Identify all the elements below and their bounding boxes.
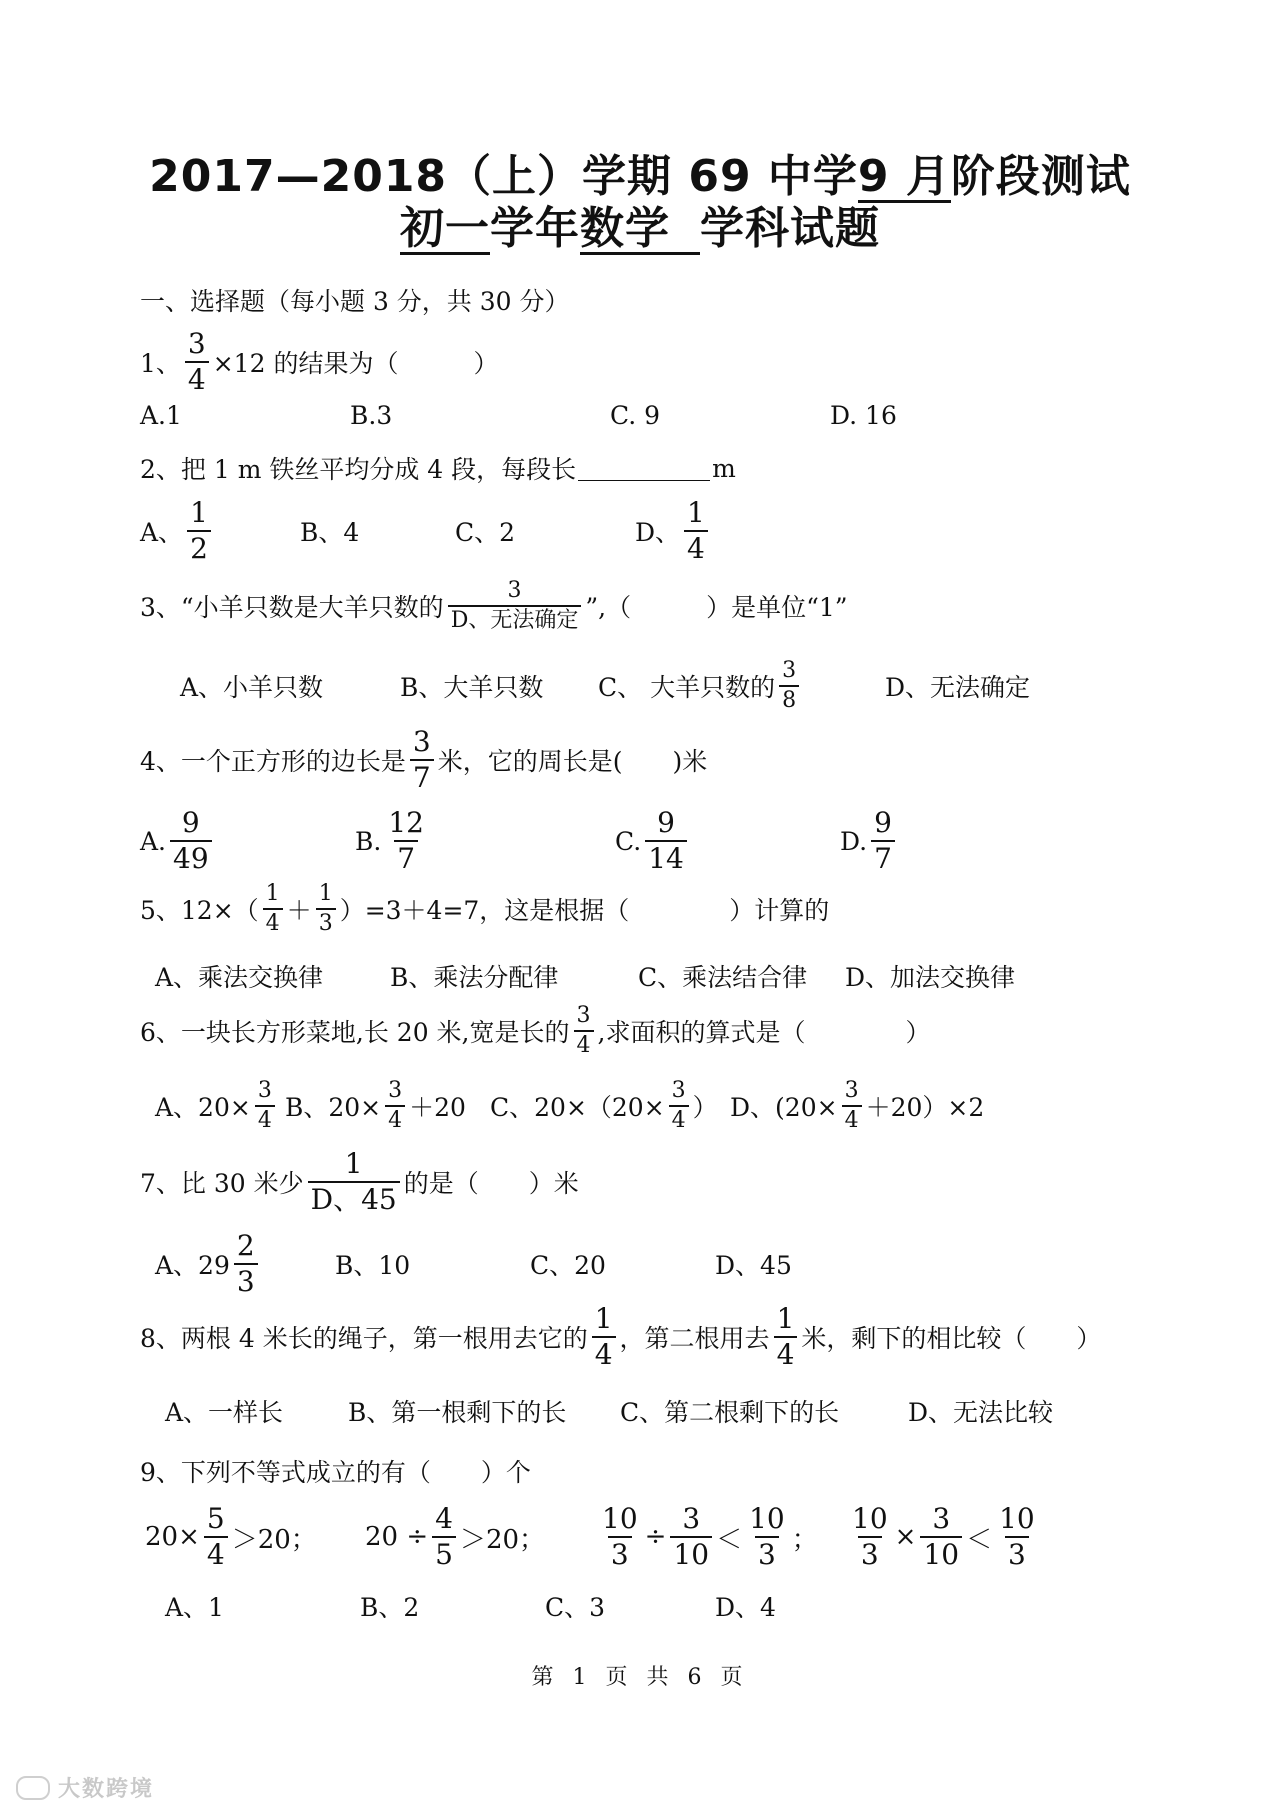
question-9: [140, 1453, 1220, 1489]
denominator: D、45: [308, 1181, 400, 1214]
q2-answer-blank: [578, 456, 710, 481]
q4-fraction: [410, 725, 434, 794]
numerator: 1: [776, 1302, 795, 1335]
numerator: 3: [844, 1078, 859, 1103]
question-6: [140, 1005, 1220, 1057]
denominator: 5: [432, 1536, 456, 1569]
denominator: 7: [871, 840, 895, 873]
q5-option-a: A、乘法交换律: [155, 963, 324, 992]
q4-option-c: [615, 806, 691, 875]
q2-unit: m: [712, 453, 736, 483]
q3-fraction: [448, 580, 582, 632]
q2-option-b: B、4: [300, 518, 360, 547]
option-label: A、: [140, 518, 184, 547]
q7-option-a: [155, 1229, 262, 1298]
numerator: 1: [344, 1147, 363, 1180]
denominator: 4: [204, 1536, 228, 1569]
watermark-text: 大数跨境: [58, 1777, 155, 1802]
q6-options: [140, 1075, 1220, 1137]
fraction: [684, 496, 708, 565]
q9-inequality-2: [365, 1502, 546, 1571]
numerator: 12: [388, 806, 424, 839]
operator: ×: [894, 1522, 917, 1552]
numerator: 1: [190, 496, 208, 529]
q8-text-c: 米，剩下的相比较（ ）: [801, 1324, 1102, 1353]
q5-option-c: C、乘法结合律: [638, 963, 808, 992]
operator: ＜: [716, 1524, 743, 1555]
fraction: [255, 1080, 275, 1132]
section-heading: [140, 282, 1220, 318]
denominator: 3: [755, 1536, 779, 1569]
fraction: [170, 806, 212, 875]
numerator: 10: [749, 1502, 785, 1535]
expr-part: 20×: [145, 1522, 200, 1552]
numerator: 3: [507, 578, 522, 603]
q2-option-d: [635, 496, 712, 565]
numerator: 9: [657, 806, 675, 839]
q4-options: [140, 805, 1220, 877]
q5-options: [140, 960, 1220, 992]
title-text-a: 2017—2018（上）学期 69 中学: [149, 151, 858, 202]
numerator: 2: [236, 1229, 255, 1262]
question-5: [140, 883, 1220, 935]
q1-option-c: C. 9: [610, 400, 661, 430]
fraction: [385, 806, 427, 875]
denominator: 10: [670, 1536, 712, 1569]
option-label: A.: [140, 826, 167, 856]
title-text-b: 阶段测试: [950, 151, 1131, 202]
denominator: 4: [669, 1105, 689, 1132]
q8-text-b: ，第二根用去: [619, 1324, 770, 1353]
q8-options: [140, 1395, 1220, 1427]
page-footer: 第 1 页 共 6 页: [531, 1665, 749, 1690]
option-text: A、20×: [155, 1093, 251, 1122]
q3-options: [140, 655, 1220, 717]
q7-options: [140, 1228, 1220, 1300]
q2-option-c: C、2: [455, 518, 516, 547]
q3-option-c: [598, 660, 803, 712]
numerator: 9: [874, 806, 892, 839]
option-text-tail: ＋20）×2: [865, 1093, 985, 1122]
denominator: 4: [574, 1030, 594, 1057]
denominator: 3: [608, 1536, 632, 1569]
denominator: 2: [187, 530, 211, 563]
watermark: [16, 1772, 154, 1803]
title-subject: 数学: [580, 206, 700, 255]
operator: ＜: [966, 1524, 993, 1555]
q6-text-a: 6、一块长方形菜地,长 20 米,宽是长的: [140, 1018, 570, 1047]
fraction: [645, 806, 687, 875]
q9-inequality-1: [145, 1502, 317, 1571]
q5-option-d: D、加法交换律: [845, 963, 1016, 992]
q5-text-b: ）=3＋4=7，这是根据（ ）计算的: [339, 896, 830, 925]
denominator: D、无法确定: [448, 605, 582, 632]
q4-text-a: 4、一个正方形的边长是: [140, 747, 406, 776]
numerator: 3: [388, 1078, 403, 1103]
q6-fraction: [574, 1005, 594, 1057]
q9-inequality-4: [845, 1502, 1042, 1571]
option-label: D.: [840, 826, 868, 856]
q4-option-a: [140, 806, 216, 875]
q1-text: ×12 的结果为（ ）: [212, 349, 499, 378]
expr-part: ＞20；: [231, 1524, 317, 1555]
fraction: [746, 1502, 788, 1571]
q3-option-b: B、大羊只数: [400, 673, 544, 702]
denominator: 3: [1005, 1536, 1029, 1569]
q1-option-a: A.1: [140, 400, 182, 430]
q3-option-d: D、无法确定: [885, 673, 1031, 702]
q6-option-a: [155, 1080, 279, 1132]
fraction: [204, 1502, 228, 1571]
title-month: 9 月: [857, 151, 951, 202]
watermark-logo-icon: [16, 1776, 50, 1800]
q7-text-a: 7、比 30 米少: [140, 1169, 304, 1198]
title-text-d: 学科试题: [700, 203, 880, 254]
q9-options: [140, 1590, 1220, 1622]
numerator: 10: [602, 1502, 638, 1535]
numerator: 3: [671, 1078, 686, 1103]
q6-option-c: [490, 1080, 718, 1132]
q5-text-a: 5、12×（: [140, 896, 259, 925]
question-1: [140, 327, 1220, 396]
denominator: 8: [779, 685, 799, 712]
denominator: 14: [645, 840, 687, 873]
q2-text: 2、把 1 m 铁丝平均分成 4 段，每段长: [140, 455, 577, 484]
denominator: 4: [185, 361, 209, 394]
q3-text-a: 3、“小羊只数是大羊只数的: [140, 593, 444, 622]
denominator: 4: [684, 530, 708, 563]
numerator: 10: [999, 1502, 1035, 1535]
question-3: [140, 580, 1220, 632]
q8-option-c: C、第二根剩下的长: [620, 1398, 840, 1427]
fraction: [920, 1502, 962, 1571]
numerator: 1: [318, 881, 333, 906]
numerator: 3: [932, 1502, 951, 1535]
option-label: B.: [355, 826, 382, 856]
q6-option-b: [285, 1080, 466, 1132]
q4-text-b: 米，它的周长是( )米: [437, 747, 708, 776]
option-text-tail: ＋20: [409, 1093, 466, 1122]
q9-inequality-3: [595, 1502, 818, 1571]
numerator: 3: [576, 1003, 591, 1028]
q7-fraction: [308, 1147, 400, 1216]
denominator: 7: [410, 759, 434, 792]
q7-text-b: 的是（ ）米: [403, 1169, 579, 1198]
title-grade: 初一: [400, 203, 490, 254]
q8-option-b: B、第一根剩下的长: [348, 1398, 567, 1427]
q2-option-a: [140, 496, 215, 565]
q9-text: 9、下列不等式成立的有（ ）个: [140, 1458, 531, 1487]
q9-inequalities: [140, 1497, 1220, 1577]
option-text: B、20×: [285, 1093, 382, 1122]
denominator: 4: [592, 1336, 616, 1369]
option-label: A、29: [155, 1251, 230, 1280]
fraction: [599, 1502, 641, 1571]
denominator: 4: [385, 1105, 405, 1132]
q7-option-d: D、45: [715, 1251, 792, 1280]
q4-option-b: [355, 806, 431, 875]
denominator: 49: [170, 840, 212, 873]
denominator: 7: [394, 840, 418, 873]
fraction: [842, 1080, 862, 1132]
q5-option-b: B、乘法分配律: [390, 963, 559, 992]
numerator: 4: [435, 1502, 453, 1535]
expr-part: ＞20；: [459, 1524, 546, 1555]
exam-title-line2: [0, 192, 1280, 256]
option-label: D、: [635, 518, 681, 547]
fraction: [669, 1080, 689, 1132]
q5-fraction-2: [316, 883, 336, 935]
question-8: [140, 1302, 1220, 1371]
q1-number: 1、: [140, 349, 181, 378]
numerator: 3: [782, 658, 797, 683]
fraction: [996, 1502, 1038, 1571]
fraction: [871, 806, 895, 875]
q8-option-d: D、无法比较: [908, 1398, 1054, 1427]
q5-fraction-1: [263, 883, 283, 935]
numerator: 1: [594, 1302, 613, 1335]
title-text-c: 学年: [490, 203, 580, 254]
q1-options: [140, 400, 1220, 430]
q6-option-d: [730, 1080, 984, 1132]
q3-text-b: ”,（ ）是单位“1”: [585, 593, 848, 622]
numerator: 1: [687, 496, 705, 529]
q9-option-c: C、3: [545, 1593, 606, 1622]
question-4: [140, 725, 1220, 794]
fraction: [187, 496, 211, 565]
denominator: 10: [920, 1536, 962, 1569]
option-text: C、20×（20×: [490, 1093, 665, 1122]
q8-text-a: 8、两根 4 米长的绳子，第一根用去它的: [140, 1324, 588, 1353]
numerator: 9: [181, 806, 200, 839]
denominator: 4: [255, 1105, 275, 1132]
expr-part: 20 ÷: [365, 1522, 429, 1552]
numerator: 3: [412, 725, 431, 758]
fraction: [432, 1502, 456, 1571]
numerator: 5: [206, 1502, 225, 1535]
numerator: 3: [257, 1078, 272, 1103]
q8-fraction-2: [774, 1302, 798, 1371]
denominator: 4: [842, 1105, 862, 1132]
fraction: [849, 1502, 891, 1571]
question-2: [140, 450, 1220, 486]
q3-option-a: A、小羊只数: [180, 673, 324, 702]
q6-text-b: ,求面积的算式是（ ）: [597, 1018, 931, 1047]
expr-part: ；: [791, 1524, 818, 1555]
q4-option-d: [840, 806, 899, 875]
q9-option-b: B、2: [360, 1593, 420, 1622]
option-label: C.: [615, 826, 642, 856]
q1-option-b: B.3: [350, 400, 393, 430]
fraction: [234, 1229, 258, 1298]
q1-fraction: [185, 327, 209, 396]
option-label: C、 大羊只数的: [598, 673, 776, 702]
q8-option-a: A、一样长: [165, 1398, 284, 1427]
q1-option-d: D. 16: [830, 400, 897, 430]
denominator: 4: [263, 908, 283, 935]
numerator: 3: [682, 1502, 701, 1535]
q7-option-b: B、10: [335, 1251, 411, 1280]
q5-plus: ＋: [286, 896, 312, 925]
denominator: 3: [316, 908, 336, 935]
q8-fraction-1: [592, 1302, 616, 1371]
fraction: [779, 660, 799, 712]
denominator: 4: [774, 1336, 798, 1369]
operator: ÷: [644, 1522, 667, 1552]
fraction: [385, 1080, 405, 1132]
fraction: [670, 1502, 712, 1571]
q9-option-a: A、1: [165, 1593, 224, 1622]
q7-option-c: C、20: [530, 1251, 606, 1280]
denominator: 3: [234, 1263, 258, 1296]
numerator: 1: [265, 881, 280, 906]
numerator: 10: [852, 1502, 888, 1535]
question-7: [140, 1147, 1220, 1216]
option-text: D、(20×: [730, 1093, 838, 1122]
numerator: 3: [187, 327, 206, 360]
q2-options: [140, 495, 1220, 567]
option-text-tail: ）: [692, 1093, 718, 1122]
section-heading-text: 一、选择题（每小题 3 分，共 30 分）: [140, 287, 570, 316]
q9-option-d: D、4: [715, 1593, 776, 1622]
denominator: 3: [858, 1536, 882, 1569]
